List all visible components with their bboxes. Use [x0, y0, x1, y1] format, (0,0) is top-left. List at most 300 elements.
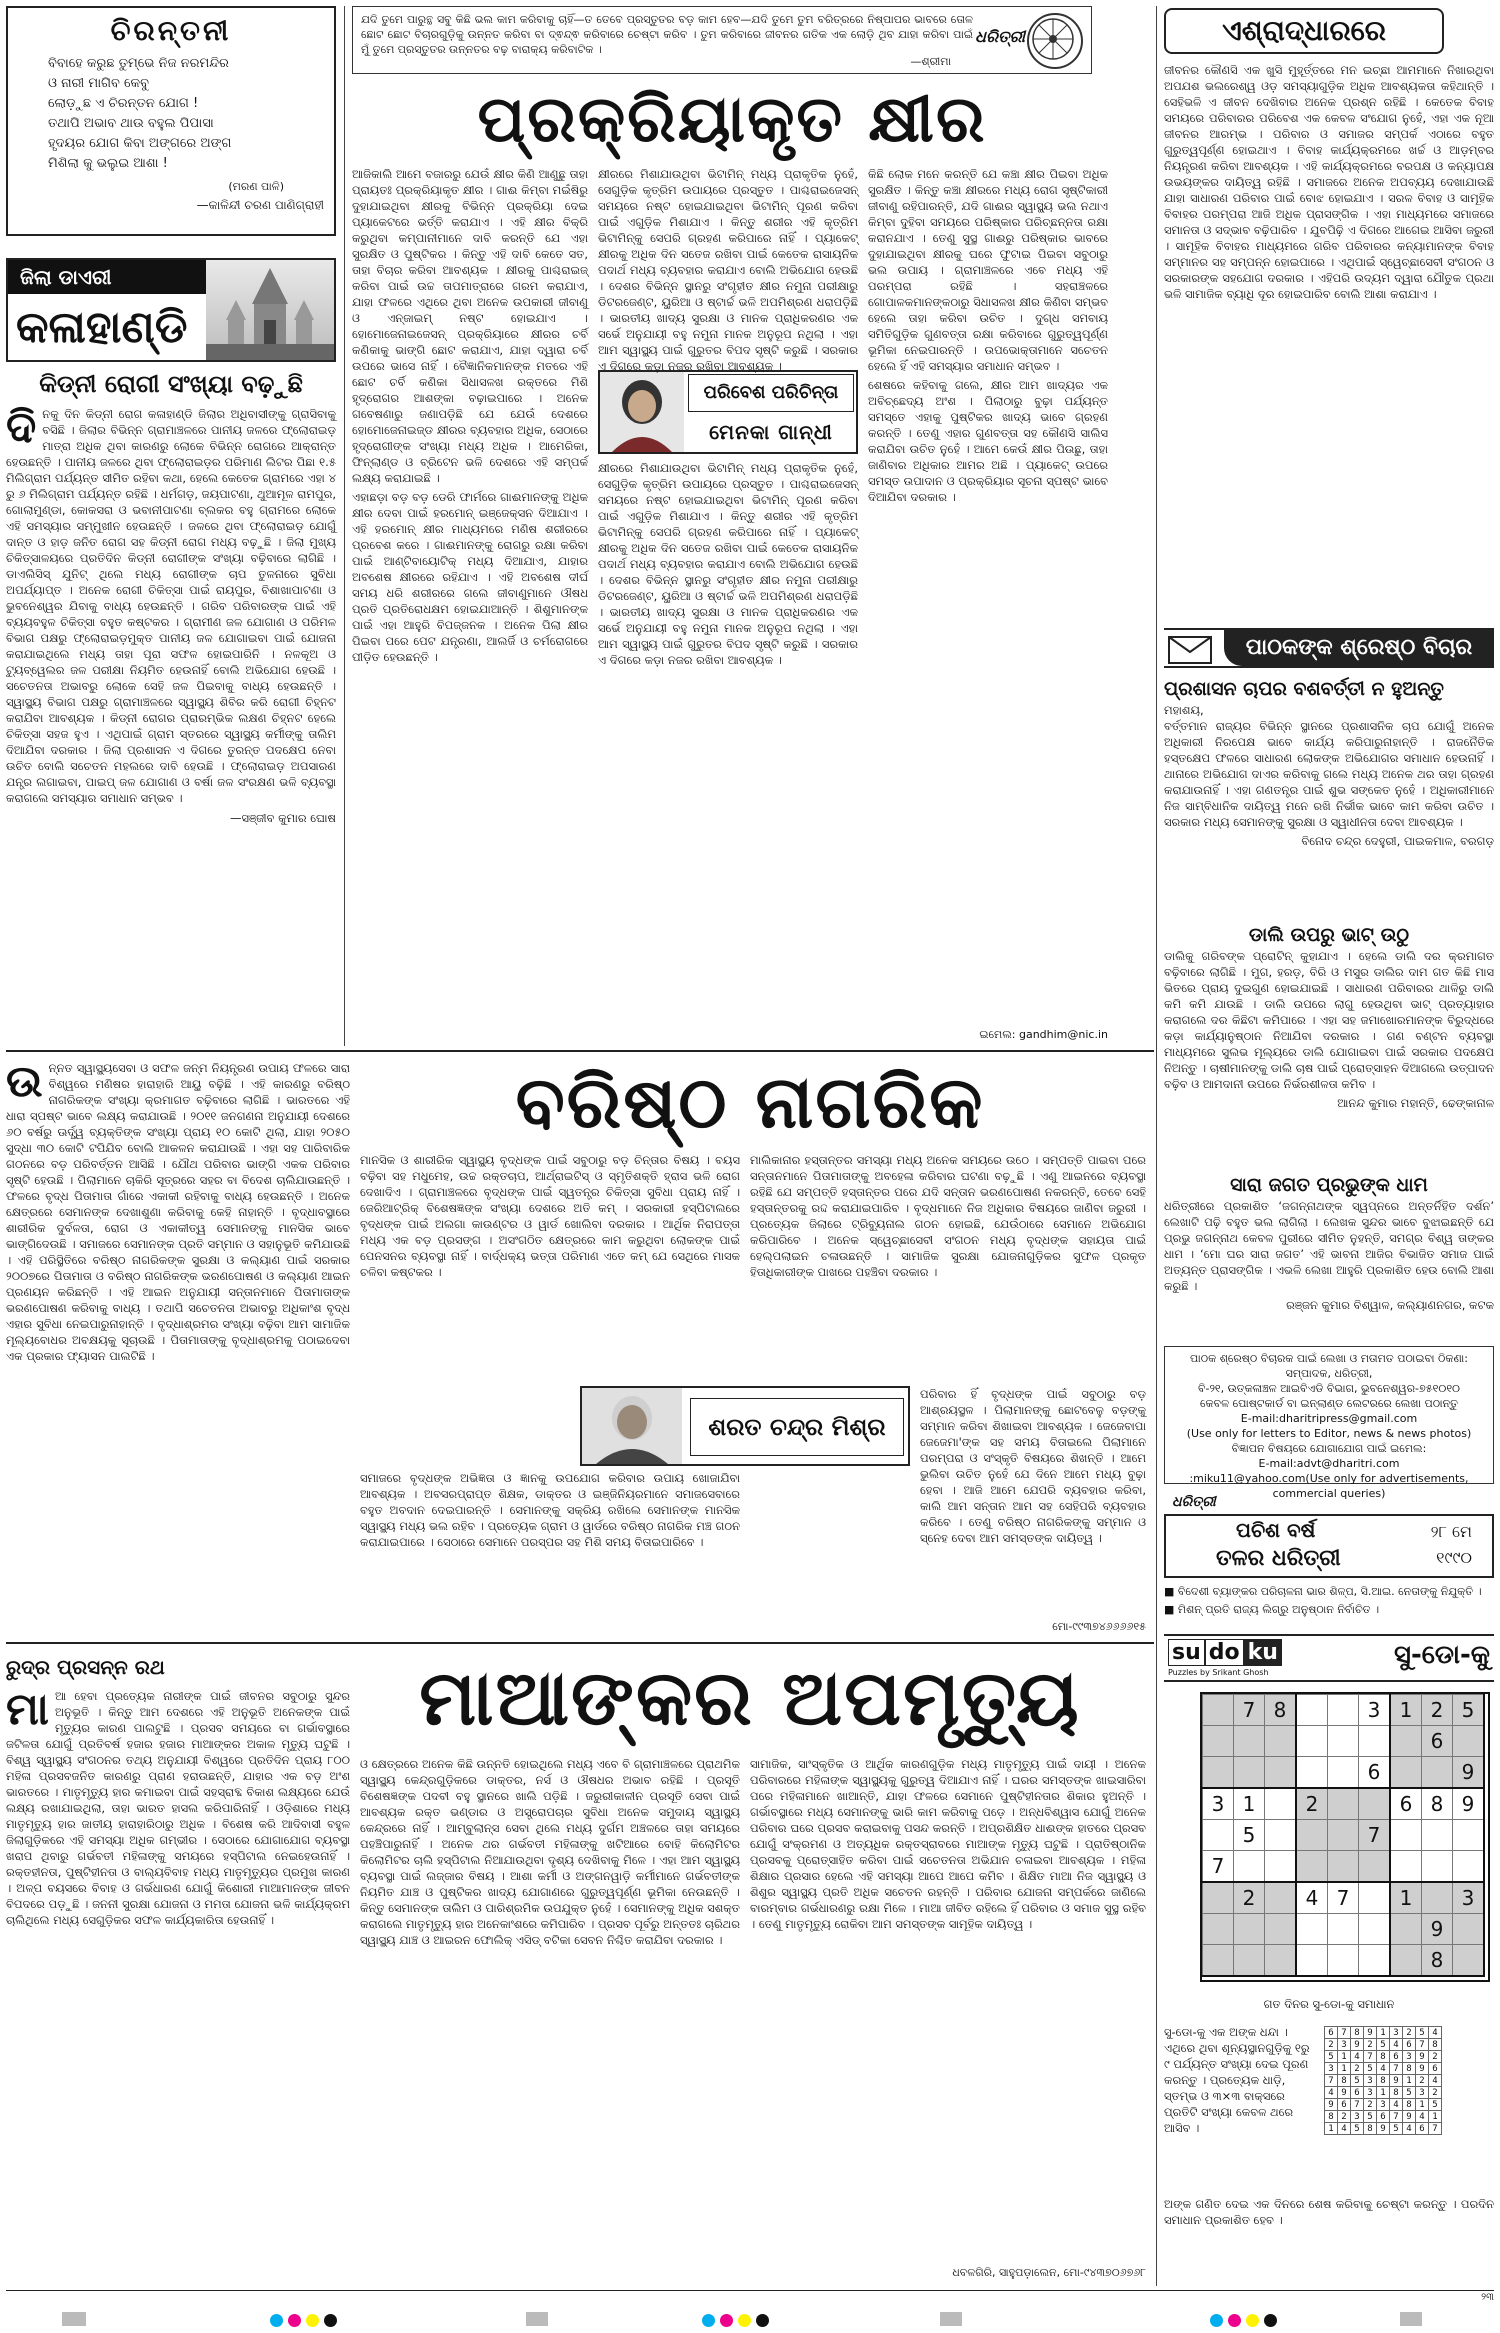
mothers-headline: ମାଆଙ୍କର ଅପମୃତ୍ୟୁ — [419, 1653, 1081, 1742]
solution-cell: 3 — [1338, 2039, 1351, 2051]
solution-cell: 1 — [1377, 2087, 1390, 2099]
letter-2 — [1164, 922, 1494, 1166]
letter-1 — [1164, 676, 1494, 916]
sudoku-cell[interactable]: 2 — [1234, 1882, 1265, 1914]
solution-cell: 4 — [1429, 2075, 1442, 2087]
main-col-2b-para: କ୍ଷୀରରେ ମିଶାଯାଉଥିବା ଭିଟାମିନ୍ ମଧ୍ୟ ପ୍ରାକୃତିକ ନୁହେଁ, ସେଗୁଡ଼ିକ କୃତ୍ରିମ ଉପାୟରେ ପ୍ରସ୍ତୁତ । ପାଶ୍ଚରାଇଜେସନ୍ ସମୟରେ ନଷ୍ଟ ହୋଇଯାଇଥିବା ଭିଟାମିନ୍ ପୂରଣ କରିବା ପାଇଁ ଏଗୁଡ଼ିକ ମିଶାଯାଏ । କିନ୍ତୁ ଶରୀର ଏହି କୃତ୍ରିମ ଭିଟାମିନ୍‌କୁ ସେପରି ଗ୍ରହଣ କରିପାରେ ନାହିଁ । ପ୍ୟାକେଟ୍ କ୍ଷୀରକୁ ଅଧିକ ଦିନ ସତେଜ ରଖିବା ପାଇଁ କେତେକ ରାସାୟନିକ ପଦାର୍ଥ ମଧ୍ୟ ବ୍ୟବହାର କରାଯାଏ ବୋଲି ଅଭିଯୋଗ ହେଉଛି । ଦେଶର ବିଭିନ୍ନ ସ୍ଥାନରୁ ସଂଗୃହୀତ କ୍ଷୀର ନମୁନା ପରୀକ୍ଷାରୁ ଡିଟରଜେଣ୍ଟ, ୟୁରିଆ ଓ ଷ୍ଟାର୍ଚ୍ଚ ଭଳି ଅପମିଶ୍ରଣ ଧରାପଡ଼ିଛି । ଭାରତୀୟ ଖାଦ୍ୟ ସୁରକ୍ଷା ଓ ମାନକ ପ୍ରାଧିକରଣର ଏକ ସର୍ଭେ ଅନୁଯାୟୀ ବହୁ ନମୁନା ମାନକ ଅନୁରୂପ ନଥିଲା । ଏହା ଆମ ସ୍ୱାସ୍ଥ୍ୟ ପାଇଁ ଗୁରୁତର ବିପଦ ସୃଷ୍ଟି କରୁଛି । ସରକାର ଏ ଦିଗରେ କଡ଼ା ନଜର ରଖିବା ଆବଶ୍ୟକ । — [598, 461, 858, 667]
mothers-col-1-text: ଆ ହେବା ପ୍ରତ୍ୟେକ ନାରୀଙ୍କ ପାଇଁ ଜୀବନର ସବୁଠାରୁ ସୁନ୍ଦର ଅନୁଭୂତି । କିନ୍ତୁ ଆମ ଦେଶରେ ଏହି ଅନୁଭୂତି ଅନେକଙ୍କ ପାଇଁ ମୃତ୍ୟୁର କାରଣ ପାଲଟୁଛି । ପ୍ରସବ ସମୟରେ ବା ଗର୍ଭାବସ୍ଥାରେ ଜଟିଳତା ଯୋଗୁଁ ପ୍ରତିବର୍ଷ ହଜାର ହଜାର ମାଆଙ୍କର ଅକାଳ ମୃତ୍ୟୁ ଘଟୁଛି । ବିଶ୍ୱ ସ୍ୱାସ୍ଥ୍ୟ ସଂଗଠନର ତଥ୍ୟ ଅନୁଯାୟୀ ବିଶ୍ୱରେ ପ୍ରତିଦିନ ପ୍ରାୟ ୮୦୦ ମହିଳା ପ୍ରସବଜନିତ କାରଣରୁ ପ୍ରାଣ ହରାଉଛନ୍ତି, ଯାହାର ଏକ ବଡ଼ ଅଂଶ ଭାରତରେ । ମାତୃମୃତ୍ୟୁ ହାର କମାଇବା ପାଇଁ ସହସ୍ରାବ୍ଦ ବିକାଶ ଲକ୍ଷ୍ୟରେ ଯେଉଁ ଲକ୍ଷ୍ୟ ରଖାଯାଇଥିଲା, ତାହା ଭାରତ ହାସଲ କରିପାରିନାହିଁ । ଓଡ଼ିଶାରେ ମଧ୍ୟ ମାତୃମୃତ୍ୟୁ ହାର ଜାତୀୟ ହାରାହାରିଠାରୁ ଅଧିକ । ବିଶେଷ କରି ଆଦିବାସୀ ବହୁଳ ଜିଲାଗୁଡ଼ିକରେ ଏହି ସମସ୍ୟା ଅଧିକ ଗମ୍ଭୀର । ସେଠାରେ ଯୋଗାଯୋଗ ବ୍ୟବସ୍ଥା ଖରାପ ଥିବାରୁ ଗର୍ଭବତୀ ମହିଳାଙ୍କୁ ସମୟରେ ହସ୍ପିଟାଲ ନେଇହେଉନାହିଁ । ରକ୍ତହୀନତା, ପୁଷ୍ଟିହୀନତା ଓ ବାଲ୍ୟବିବାହ ମଧ୍ୟ ମାତୃମୃତ୍ୟୁର ପ୍ରମୁଖ କାରଣ । ଅଳ୍ପ ବୟସରେ ବିବାହ ଓ ଗର୍ଭଧାରଣ ଯୋଗୁଁ କିଶୋରୀ ମାଆମାନଙ୍କ ଜୀବନ ବିପଦରେ ପଡ଼ୁଛି । ଜନନୀ ସୁରକ୍ଷା ଯୋଜନା ଓ ମମତା ଯୋଜନା ଭଳି କାର୍ଯ୍ୟକ୍ରମ ଚାଲିଥିଲେ ମଧ୍ୟ ସେଗୁଡ଼ିକର ସଫଳ କାର୍ଯ୍ୟକାରିତା ହେଉନାହିଁ । — [6, 1689, 350, 1927]
chirantani-poem — [18, 54, 324, 174]
main-col-3 — [868, 166, 1108, 1026]
anniversary-date2: ୧୯୯୦ — [1436, 1548, 1472, 1567]
solution-cell: 6 — [1351, 2087, 1364, 2099]
senior-author-photo — [582, 1388, 682, 1464]
solution-row — [1325, 2123, 1442, 2135]
mothers-byline-top: ରୁଦ୍ର ପ୍ରସନ୍ନ ରଥ — [6, 1655, 165, 1679]
senior-headline: ବରିଷ୍ଠ ନାଗରିକ — [515, 1060, 985, 1144]
sudoku-cell[interactable] — [1453, 1851, 1485, 1883]
mothers-col-2 — [360, 1756, 740, 2282]
sudoku-cell[interactable] — [1422, 1882, 1453, 1914]
columnist-photo — [600, 372, 684, 452]
contact-email[interactable]: E-mail:dharitripress@gmail.com — [1240, 1412, 1418, 1425]
sudoku-row — [1203, 1820, 1485, 1851]
anniversary-logo: ଧରିତ୍ରୀ — [1172, 1494, 1216, 1510]
solution-row — [1325, 2099, 1442, 2111]
sudoku-cell[interactable] — [1359, 1851, 1391, 1883]
sudoku-cell[interactable] — [1296, 1820, 1328, 1851]
sudoku-cell[interactable] — [1359, 1945, 1391, 1977]
district-text: ନକୁ ଦିନ କିଡ୍‌ନୀ ରୋଗ କଳାହାଣ୍ଡି ଜିଲାର ଅଧିବାସୀଙ୍କୁ ଗ୍ରାସିବାକୁ ବସିଛି । ଜିଲାର ବିଭିନ୍ନ ଗ୍ରାମାଞ୍ଚଳରେ ପାନୀୟ ଜଳରେ ଫ୍ଲୋରାଇଡ଼ ମାତ୍ରା ଅଧିକ ଥିବା କାରଣରୁ ଲୋକେ ବିଭିନ୍ନ ରୋଗରେ ଆକ୍ରାନ୍ତ ହେଉଛନ୍ତି । ପାନୀୟ ଜଳରେ ଥିବା ଫ୍ଲୋରାଇଡ଼ର ପରିମାଣ ଲିଟର ପିଛା ୧.୫ ମିଲିଗ୍ରାମ ପର୍ଯ୍ୟନ୍ତ ସୀମିତ ରହିବା କଥା, ହେଲେ କେତେକ ଗ୍ରାମରେ ଏହା ୪ ରୁ ୬ ମିଲିଗ୍ରାମ ପର୍ଯ୍ୟନ୍ତ ରହିଛି । ଧର୍ମଗଡ଼, ଜୟପାଟଣା, ଥୁଆମୂଳ ରାମପୁର, ଗୋଲାମୁଣ୍ଡା, କୋକସରା ଓ ଭବାନୀପାଟଣା ବ୍ଲକର ବହୁ ଗ୍ରାମରେ ଲୋକେ ଏହି ସମସ୍ୟାର ସମ୍ମୁଖୀନ ହେଉଛନ୍ତି । ଜଳରେ ଥିବା ଫ୍ଲୋରାଇଡ଼ ଯୋଗୁଁ ଦାନ୍ତ ଓ ହାଡ଼ ଜନିତ ରୋଗ ସହ କିଡ୍‌ନୀ ରୋଗ ମଧ୍ୟ ବଢ଼ୁଛି । ଜିଲା ମୁଖ୍ୟ ଚିକିତ୍ସାଳୟରେ ପ୍ରତିଦିନ କିଡ୍‌ନୀ ରୋଗୀଙ୍କ ସଂଖ୍ୟା ବଢ଼ିବାରେ ଲାଗିଛି । ଡାଏଲିସିସ୍ ଯୁନିଟ୍ ଥିଲେ ମଧ୍ୟ ରୋଗୀଙ୍କ ଚାପ ତୁଳନାରେ ସୁବିଧା ଅପର୍ଯ୍ୟାପ୍ତ । ଅନେକ ରୋଗୀ ଚିକିତ୍ସା ପାଇଁ ରାୟପୁର, ବିଶାଖାପାଟଣା ଓ ଭୁବନେଶ୍ୱର ଯିବାକୁ ବାଧ୍ୟ ହେଉଛନ୍ତି । ଗରିବ ପରିବାରଙ୍କ ପାଇଁ ଏହି ବ୍ୟୟବହୁଳ ଚିକିତ୍ସା ବହୁତ କଷ୍ଟକର । ଗ୍ରାମୀଣ ଜଳ ଯୋଗାଣ ଓ ପରିମଳ ବିଭାଗ ପକ୍ଷରୁ ଫ୍ଲୋରାଇଡ଼ମୁକ୍ତ ପାନୀୟ ଜଳ ଯୋଗାଇବା ପାଇଁ ଯୋଜନା କରାଯାଇଥିଲେ ମଧ୍ୟ ତାହା ପୂରା ସଫଳ ହୋଇପାରିନି । ନଳକୂଅ ଓ ଟ୍ୟୁବ୍‌ୱେଲର ଜଳ ପରୀକ୍ଷା ନିୟମିତ ହେଉନାହିଁ ବୋଲି ଅଭିଯୋଗ ହେଉଛି । ସଚେତନତା ଅଭାବରୁ ଲୋକେ ସେହି ଜଳ ପିଇବାକୁ ବାଧ୍ୟ ହେଉଛନ୍ତି । ସ୍ୱାସ୍ଥ୍ୟ ବିଭାଗ ପକ୍ଷରୁ ଗ୍ରାମାଞ୍ଚଳରେ ସ୍ୱାସ୍ଥ୍ୟ ଶିବିର କରି ରୋଗୀ ଚିହ୍ନଟ କରାଯିବା ଆବଶ୍ୟକ । କିଡ୍‌ନୀ ରୋଗର ପ୍ରାରମ୍ଭିକ ଲକ୍ଷଣ ଚିହ୍ନଟ ହେଲେ ଚିକିତ୍ସା ସହଜ ହୁଏ । ଏଥିପାଇଁ ଗ୍ରାମ ସ୍ତରରେ ସ୍ୱାସ୍ଥ୍ୟ କର୍ମୀଙ୍କୁ ତାଲିମ ଦିଆଯିବା ଦରକାର । ଜିଲା ପ୍ରଶାସନ ଏ ଦିଗରେ ତୁରନ୍ତ ପଦକ୍ଷେପ ନେବା ଉଚିତ ବୋଲି ସଚେତନ ମହଲରେ ଦାବି ହେଉଛି । ଫ୍ଲୋରାଇଡ଼ ଅପସାରଣ ଯନ୍ତ୍ର ଲଗାଇବା, ପାଇପ୍ ଜଳ ଯୋଗାଣ ଓ ବର୍ଷା ଜଳ ସଂରକ୍ଷଣ ଭଳି ବ୍ୟବସ୍ଥା କରାଗଲେ ସମସ୍ୟାର ସମାଧାନ ସମ୍ଭବ । — [6, 407, 336, 805]
sudoku-cell[interactable] — [1265, 1726, 1297, 1757]
sudoku-cell[interactable]: 6 — [1359, 1757, 1391, 1789]
letter-title: ପ୍ରଶାସନ ଚାପର ବଶବର୍ତ୍ତୀ ନ ହୁଅନ୍ତୁ — [1164, 678, 1444, 700]
masthead-logo: ଧରିତ୍ରୀ — [975, 27, 1025, 46]
divider — [1156, 6, 1157, 2286]
divider — [344, 6, 345, 1046]
poem-line: ତଥାପି ଅଭାବ ଥାଉ ବହୁଲ ପିପାସା — [48, 116, 214, 131]
solution-cell: 4 — [1377, 2063, 1390, 2075]
sudoku-cell[interactable]: 9 — [1422, 1914, 1453, 1945]
solution-cell: 7 — [1364, 2051, 1377, 2063]
sudoku-cell[interactable] — [1359, 1882, 1391, 1914]
sudoku-cell[interactable] — [1422, 1851, 1453, 1883]
sudoku-cell[interactable] — [1453, 1820, 1485, 1851]
solution-row — [1325, 2111, 1442, 2123]
anniversary-item: ■ ବିଦେଶୀ ବ୍ୟାଙ୍କର ପରିଚାଳନା ଭାର ଶିଳ୍ପ, ସି.ଆଇ. ନେତାଙ୍କୁ ନିଯୁକ୍ତି । — [1164, 1585, 1482, 1598]
sudoku-cell[interactable] — [1422, 1820, 1453, 1851]
solution-cell: 1 — [1338, 2063, 1351, 2075]
district-box — [6, 258, 336, 362]
letter-body: ଧରିତ୍ରୀରେ ପ୍ରକାଶିତ ‘ଜଗନ୍ନାଥଙ୍କ ସ୍ୱପ୍ନରେ ଅନ୍ତର୍ନିହିତ ଦର୍ଶନ’ ଲେଖାଟି ପଢ଼ି ବହୁତ ଭଲ ଲାଗିଲା । ଲେଖକ ସୁନ୍ଦର ଭାବେ ବୁଝାଇଛନ୍ତି ଯେ ପ୍ରଭୁ ଜଗନ୍ନାଥ କେବଳ ପୁରୀରେ ସୀମିତ ନୁହନ୍ତି, ସମଗ୍ର ବିଶ୍ୱ ତାଙ୍କର ଧାମ । ‘ମୋ ଘର ସାରା ଜଗତ’ ଏହି ଭାବନା ଆଜିର ବିଭାଜିତ ସମାଜ ପାଇଁ ଅତ୍ୟନ୍ତ ପ୍ରାସଙ୍ଗିକ । ଏଭଳି ଲେଖା ଆହୁରି ପ୍ରକାଶିତ ହେଉ ବୋଲି ଆଶା କରୁଛି । — [1164, 1199, 1494, 1293]
main-col-3-para: କିଛି ଲୋକ ମନେ କରନ୍ତି ଯେ କଞ୍ଚା କ୍ଷୀର ପିଇବା ଅଧିକ ସୁରକ୍ଷିତ । କିନ୍ତୁ କଞ୍ଚା କ୍ଷୀରରେ ମଧ୍ୟ ରୋଗ ସୃଷ୍ଟିକାରୀ ଜୀବାଣୁ ରହିପାରନ୍ତି, ଯଦି ଗାଈର ସ୍ୱାସ୍ଥ୍ୟ ଭଲ ନଥାଏ କିମ୍ବା ଦୁହିବା ସମୟରେ ପରିଷ୍କାର ପରିଚ୍ଛନ୍ନତା ରକ୍ଷା କରାନଯାଏ । ତେଣୁ ସୁସ୍ଥ ଗାଈରୁ ପରିଷ୍କାର ଭାବରେ ଦୁହାଯାଇଥିବା କ୍ଷୀରକୁ ଘରେ ଫୁଟାଇ ପିଇବା ସବୁଠାରୁ ଭଲ ଉପାୟ । ଗ୍ରାମାଞ୍ଚଳରେ ଏବେ ମଧ୍ୟ ଏହି ପରମ୍ପରା ରହିଛି । ସହରାଞ୍ଚଳରେ ଗୋପାଳକମାନଙ୍କଠାରୁ ସିଧାସଳଖ କ୍ଷୀର କିଣିବା ସମ୍ଭବ ହେଲେ ତାହା କରିବା ଉଚିତ । ଦୁଗ୍ଧ ସମବାୟ ସମିତିଗୁଡ଼ିକ ଗୁଣବତ୍ତା ରକ୍ଷା କରିବାରେ ଗୁରୁତ୍ୱପୂର୍ଣ୍ଣ ଭୂମିକା ନେଇପାରନ୍ତି । ଉପଭୋକ୍ତାମାନେ ସଚେତନ ହେଲେ ହିଁ ଏହି ସମସ୍ୟାର ସମାଧାନ ସମ୍ଭବ । — [868, 167, 1108, 373]
solution-cell: 8 — [1325, 2111, 1338, 2123]
anniversary-item: ■ ମିଶନ୍ ପ୍ରତି ରାଜ୍ୟ ଲିଗ୍‌ରୁ ଅନୁଷ୍ଠାନ ନିର୍ବାଚିତ । — [1164, 1603, 1380, 1616]
poem-line: ମିଶିଲା କୁ ଭଲୁଇ ଆଶା ! — [48, 156, 168, 171]
contact-box — [1164, 1346, 1494, 1500]
sudoku-cell[interactable] — [1328, 1851, 1359, 1883]
sudoku-cell[interactable] — [1234, 1945, 1265, 1977]
letter-author: ରଞ୍ଜନ କୁମାର ବିଶ୍ୱାଳ, କଲ୍ୟାଣନଗର, କଟକ — [1286, 1298, 1494, 1312]
envelope-icon — [1168, 636, 1212, 668]
solution-cell: 9 — [1351, 2039, 1364, 2051]
cmyk-dots — [270, 2312, 350, 2326]
sudoku-cell[interactable]: 3 — [1453, 1882, 1485, 1914]
dropcap: ଦି — [6, 402, 37, 453]
letter-author: ଆନନ୍ଦ କୁମାର ମହାନ୍ତି, ଢେଙ୍କାନାଳ — [1337, 1096, 1494, 1110]
sudoku-cell[interactable] — [1359, 1788, 1391, 1820]
solution-cell: 7 — [1325, 2075, 1338, 2087]
sudoku-cell[interactable]: 7 — [1203, 1851, 1234, 1883]
solution-cell: 9 — [1390, 2075, 1403, 2087]
chirantani-source: (ମରଣ ପାଳି) — [228, 180, 284, 193]
solution-cell: 8 — [1338, 2075, 1351, 2087]
sudoku-cell[interactable] — [1453, 1914, 1485, 1945]
sudoku-cell[interactable] — [1328, 1945, 1359, 1977]
sudoku-cell[interactable] — [1296, 1695, 1328, 1726]
solution-cell: 4 — [1325, 2087, 1338, 2099]
solution-cell: 6 — [1403, 2039, 1416, 2051]
solution-cell: 4 — [1338, 2123, 1351, 2135]
sudoku-cell[interactable]: 2 — [1296, 1788, 1328, 1820]
sudoku-row — [1203, 1788, 1485, 1820]
main-col-1 — [352, 166, 588, 1044]
contact-line: ବି-୨୧, ଉତ୍କଳାଞ୍ଚଳ ଆଇବିଏଡି ବିଭାଗ, ଭୁବନେଶ୍ୱର-୭୫୧୦୧୦ — [1197, 1382, 1461, 1395]
solution-cell: 4 — [1429, 2027, 1442, 2039]
anniversary-frame — [1164, 1514, 1494, 1578]
column-author: ମେନକା ଗାନ୍ଧୀ — [709, 420, 833, 444]
divider — [6, 1642, 1154, 1644]
district-body — [6, 402, 336, 1046]
letter-3 — [1164, 1172, 1494, 1340]
sudoku-logo-part: su — [1168, 1639, 1205, 1666]
column-name: ପରିବେଶ ପରିଚିନ୍ତା — [688, 374, 854, 412]
letter-body: ଡାଲିକୁ ଗରିବଙ୍କ ପ୍ରୋଟିନ୍ କୁହାଯାଏ । ହେଲେ ଡାଲି ଦର କ୍ରମାଗତ ବଢ଼ିବାରେ ଲାଗିଛି । ମୁଗ, ହରଡ଼, ବିରି ଓ ମସୁର ଡାଲିର ଦାମ ଗତ କିଛି ମାସ ଭିତରେ ପ୍ରାୟ ଦୁଇଗୁଣ ହୋଇଯାଇଛି । ସାଧାରଣ ପରିବାରର ଥାଳିରୁ ଡାଲି କମି କମି ଯାଉଛି । ଡାଲି ଉପରେ ଲାଗୁ ହେଉଥିବା ଭାଟ୍ ପ୍ରତ୍ୟାହାର କରାଗଲେ ଦର କିଛିଟା କମିପାରେ । ଏହା ସହ ଜମାଖୋରମାନଙ୍କ ବିରୁଦ୍ଧରେ କଡ଼ା କାର୍ଯ୍ୟାନୁଷ୍ଠାନ ନିଆଯିବା ଦରକାର । ଗଣ ବଣ୍ଟନ ବ୍ୟବସ୍ଥା ମାଧ୍ୟମରେ ସୁଲଭ ମୂଲ୍ୟରେ ଡାଲି ଯୋଗାଇବା ପାଇଁ ସରକାର ପଦକ୍ଷେପ ନିଅନ୍ତୁ । ଚାଷୀମାନଙ୍କୁ ଡାଲି ଚାଷ ପାଇଁ ପ୍ରୋତ୍ସାହନ ଦିଆଗଲେ ଉତ୍ପାଦନ ବଢ଼ିବ ଓ ଆମଦାନୀ ଉପରେ ନିର୍ଭରଶୀଳତା କମିବ । — [1164, 949, 1494, 1091]
solution-cell: 8 — [1364, 2123, 1377, 2135]
solution-cell: 1 — [1377, 2027, 1390, 2039]
district-label: ଜିଲା ଡାଏରୀ — [8, 260, 208, 294]
solution-cell: 5 — [1364, 2111, 1377, 2123]
solution-cell: 7 — [1390, 2111, 1403, 2123]
solution-cell: 8 — [1390, 2087, 1403, 2099]
sudoku-cell[interactable] — [1359, 1914, 1391, 1945]
sudoku-cell[interactable] — [1328, 1788, 1359, 1820]
solution-cell: 3 — [1351, 2111, 1364, 2123]
portrait-icon — [582, 1388, 682, 1464]
solution-cell: 7 — [1429, 2123, 1442, 2135]
sudoku-cell[interactable] — [1265, 1882, 1297, 1914]
sudoku-cell[interactable] — [1234, 1757, 1265, 1789]
sudoku-cell[interactable] — [1390, 1820, 1422, 1851]
sudoku-cell[interactable] — [1296, 1945, 1328, 1977]
district-byline: —ସଞ୍ଜୀବ କୁମାର ଘୋଷ — [229, 811, 336, 825]
divider — [6, 1050, 1154, 1052]
gray-bar — [940, 2312, 962, 2326]
contact-email[interactable]: E-mail:advt@dharitri.com — [1258, 1457, 1400, 1470]
solution-cell: 7 — [1338, 2027, 1351, 2039]
solution-cell: 6 — [1338, 2099, 1351, 2111]
portrait-icon — [600, 372, 684, 452]
senior-col-2-para: ମାନସିକ ଓ ଶାରୀରିକ ସ୍ୱାସ୍ଥ୍ୟ ବୃଦ୍ଧଙ୍କ ପାଇଁ ସବୁଠାରୁ ବଡ଼ ଚିନ୍ତାର ବିଷୟ । ବୟସ ବଢ଼ିବା ସହ ମଧୁମେହ, ଉଚ୍ଚ ରକ୍ତଚାପ, ଆର୍ଥ୍ରାଇଟିସ୍ ଓ ସ୍ମୃତିଶକ୍ତି ହ୍ରାସ ଭଳି ରୋଗ ଦେଖାଦିଏ । ଗ୍ରାମାଞ୍ଚଳରେ ବୃଦ୍ଧଙ୍କ ପାଇଁ ସ୍ୱତନ୍ତ୍ର ଚିକିତ୍ସା ସୁବିଧା ପ୍ରାୟ ନାହିଁ । ଜେରିଆଟ୍ରିକ୍ ବିଶେଷଜ୍ଞଙ୍କ ସଂଖ୍ୟା ଦେଶରେ ଅତି କମ୍ । ସରକାରୀ ହସ୍ପିଟାଲରେ ବୃଦ୍ଧଙ୍କ ପାଇଁ ଅଲଗା କାଉଣ୍ଟର ଓ ୱାର୍ଡ ଖୋଲିବା ଦରକାର । ଆର୍ଥିକ ନିରାପତ୍ତା ମଧ୍ୟ ଏକ ବଡ଼ ପ୍ରସଙ୍ଗ । ଅସଂଗଠିତ କ୍ଷେତ୍ରରେ କାମ କରୁଥିବା ଲୋକଙ୍କ ପାଇଁ ପେନସନର ବ୍ୟବସ୍ଥା ନାହିଁ । ବାର୍ଦ୍ଧକ୍ୟ ଭତ୍ତା ପରିମାଣ ଏତେ କମ୍ ଯେ ସେଥିରେ ମାସକ ଚଳିବା କଷ୍ଟକର । — [360, 1153, 740, 1279]
solution-cell: 8 — [1429, 2039, 1442, 2051]
senior-author-box — [580, 1386, 910, 1466]
eshraddhaa-body — [1164, 62, 1494, 622]
sudoku-cell[interactable]: 8 — [1422, 1788, 1453, 1820]
sudoku-cell[interactable]: 4 — [1296, 1882, 1328, 1914]
senior-col-3-para: ମାଲିକାନାର ହସ୍ତାନ୍ତର ସମସ୍ୟା ମଧ୍ୟ ଅନେକ ସମୟରେ ଉଠେ । ସମ୍ପତ୍ତି ପାଇବା ପରେ ସନ୍ତାନମାନେ ପିତାମାତାଙ୍କୁ ଅବହେଳା କରିବାର ଘଟଣା ବଢ଼ୁଛି । ଏଣୁ ଆଇନରେ ବ୍ୟବସ୍ଥା ରହିଛି ଯେ ସମ୍ପତ୍ତି ହସ୍ତାନ୍ତର ପରେ ଯଦି ସନ୍ତାନ ଭରଣପୋଷଣ ନକରନ୍ତି, ତେବେ ସେହି ହସ୍ତାନ୍ତରକୁ ରଦ୍ଦ କରାଯାଇପାରିବ । ବୃଦ୍ଧମାନେ ନିଜ ଅଧିକାର ବିଷୟରେ ଜାଣିବା ଜରୁରୀ । ପ୍ରତ୍ୟେକ ଜିଲାରେ ଟ୍ରିବ୍ୟୁନାଲ ଗଠନ ହୋଇଛି, ଯେଉଁଠାରେ ସେମାନେ ଅଭିଯୋଗ କରିପାରିବେ । ଅନେକ ସ୍ୱେଚ୍ଛାସେବୀ ସଂଗଠନ ମଧ୍ୟ ବୃଦ୍ଧଙ୍କ ସହାୟତା ପାଇଁ ହେଲ୍ପଲାଇନ ଚଳାଉଛନ୍ତି । ସାମାଜିକ ସୁରକ୍ଷା ଯୋଜନାଗୁଡ଼ିକର ସୁଫଳ ପ୍ରକୃତ ହିତାଧିକାରୀଙ୍କ ପାଖରେ ପହଞ୍ଚିବା ଦରକାର । — [750, 1153, 1146, 1279]
contact-note: (Use only for letters to Editor, news & news photos) — [1186, 1427, 1472, 1440]
sudoku-cell[interactable] — [1328, 1914, 1359, 1945]
solution-cell: 3 — [1403, 2051, 1416, 2063]
sudoku-cell[interactable] — [1296, 1757, 1328, 1789]
senior-col-2 — [360, 1152, 740, 1382]
mothers-col-3 — [750, 1756, 1146, 2264]
solution-cell: 6 — [1416, 2123, 1429, 2135]
sudoku-cell[interactable]: 7 — [1328, 1882, 1359, 1914]
sudoku-cell[interactable] — [1390, 1851, 1422, 1883]
main-col-3b-para: ଶେଷରେ କହିବାକୁ ଗଲେ, କ୍ଷୀର ଆମ ଖାଦ୍ୟର ଏକ ଅବିଚ୍ଛେଦ୍ୟ ଅଂଶ । ପିଲାଠାରୁ ବୁଢ଼ା ପର୍ଯ୍ୟନ୍ତ ସମସ୍ତେ ଏହାକୁ ପୁଷ୍ଟିକର ଖାଦ୍ୟ ଭାବେ ଗ୍ରହଣ କରନ୍ତି । ତେଣୁ ଏହାର ଗୁଣବତ୍ତା ସହ କୌଣସି ସାଲିସ କରାଯିବା ଉଚିତ ନୁହେଁ । ଆମେ କେଉଁ କ୍ଷୀର ପିଉଛୁ, ତାହା ଜାଣିବାର ଅଧିକାର ଆମର ଅଛି । ପ୍ୟାକେଟ୍ ଉପରେ ସମସ୍ତ ଉପାଦାନ ଓ ପ୍ରକ୍ରିୟାର ସୂଚନା ସ୍ପଷ୍ଟ ଭାବେ ଦିଆଯିବା ଦରକାର । — [868, 378, 1108, 504]
sudoku-cell[interactable] — [1390, 1757, 1422, 1789]
sudoku-cell[interactable]: 1 — [1234, 1788, 1265, 1820]
eshraddhaa-title: ଏଶ୍ରାଦ୍ଧାରରେ — [1164, 8, 1444, 54]
contact-line: ସମ୍ପାଦକ, ଧରିତ୍ରୀ, — [1285, 1367, 1373, 1380]
solution-cell: 6 — [1390, 2051, 1403, 2063]
registration-marks — [0, 2312, 1500, 2332]
solution-cell: 4 — [1351, 2051, 1364, 2063]
page-number: ୨୩ — [1481, 2292, 1494, 2303]
solution-cell: 9 — [1325, 2099, 1338, 2111]
solution-cell: 2 — [1403, 2027, 1416, 2039]
senior-col-1-text: ନ୍ନତ ସ୍ୱାସ୍ଥ୍ୟସେବା ଓ ସଫଳ ଜନ୍ମ ନିୟନ୍ତ୍ରଣ ଉପାୟ ଫଳରେ ସାରା ବିଶ୍ୱରେ ମଣିଷର ହାରାହାରି ଆୟୁ ବଢ଼ିଛି । ଏହି କାରଣରୁ ବରିଷ୍ଠ ନାଗରିକଙ୍କ ସଂଖ୍ୟା କ୍ରମାଗତ ବଢ଼ିବାରେ ଲାଗିଛି । ଭାରତରେ ଏହି ଧାରା ସ୍ପଷ୍ଟ ଭାବେ ଲକ୍ଷ୍ୟ କରାଯାଉଛି । ୨୦୧୧ ଜନଗଣନା ଅନୁଯାୟୀ ଦେଶରେ ୬୦ ବର୍ଷରୁ ଊର୍ଦ୍ଧ୍ୱ ବ୍ୟକ୍ତିଙ୍କ ସଂଖ୍ୟା ପ୍ରାୟ ୧୦ କୋଟି ଥିଲା, ଯାହା ୨୦୫୦ ସୁଦ୍ଧା ୩୦ କୋଟି ଟପିଯିବ ବୋଲି ଆକଳନ କରାଯାଉଛି । ଏହା ସହ ପାରିବାରିକ ଗଠନରେ ବଡ଼ ପରିବର୍ତ୍ତନ ଆସିଛି । ଯୌଥ ପରିବାର ଭାଙ୍ଗି ଏକକ ପରିବାର ସୃଷ୍ଟି ହେଉଛି । ପିଲାମାନେ ଚାକିରି ସୂତ୍ରରେ ସହର ବା ବିଦେଶ ଚାଲିଯାଉଛନ୍ତି । ଫଳରେ ବୃଦ୍ଧ ପିତାମାତା ଗାଁରେ ଏକାକୀ ରହିବାକୁ ବାଧ୍ୟ ହେଉଛନ୍ତି । ଅନେକ କ୍ଷେତ୍ରରେ ସେମାନଙ୍କ ଦେଖାଶୁଣା କରିବାକୁ କେହି ନାହାନ୍ତି । ବୃଦ୍ଧାବସ୍ଥାରେ ଶାରୀରିକ ଦୁର୍ବଳତା, ରୋଗ ଓ ଏକାକୀତ୍ୱ ସେମାନଙ୍କୁ ମାନସିକ ଭାବେ ଭାଙ୍ଗିଦେଉଛି । ସମାଜରେ ସେମାନଙ୍କ ପ୍ରତି ସମ୍ମାନ ଓ ସହାନୁଭୂତି କମିଯାଉଛି । ଏହି ପରିସ୍ଥିତିରେ ବରିଷ୍ଠ ନାଗରିକଙ୍କ ସୁରକ୍ଷା ଓ କଲ୍ୟାଣ ପାଇଁ ସରକାର ୨୦୦୭ରେ ପିତାମାତା ଓ ବରିଷ୍ଠ ନାଗରିକଙ୍କ ଭରଣପୋଷଣ ଓ କଲ୍ୟାଣ ଆଇନ ପ୍ରଣୟନ କରିଛନ୍ତି । ଏହି ଆଇନ ଅନୁଯାୟୀ ସନ୍ତାନମାନେ ପିତାମାତାଙ୍କ ଭରଣପୋଷଣ କରିବାକୁ ବାଧ୍ୟ । ତଥାପି ସଚେତନତା ଅଭାବରୁ ଅଧିକାଂଶ ବୃଦ୍ଧ ଏହାର ସୁବିଧା ନେଇପାରୁନାହାନ୍ତି । ବୃଦ୍ଧାଶ୍ରମର ସଂଖ୍ୟା ବଢ଼ିବା ଆମ ସାମାଜିକ ମୂଲ୍ୟବୋଧର ଅବକ୍ଷୟକୁ ସୂଚାଉଛି । ପିତାମାତାଙ୍କୁ ବୃଦ୍ଧାଶ୍ରମକୁ ପଠାଇଦେବା ଏକ ପ୍ରକାର ଫ୍ୟାସନ ପାଲଟିଛି । — [6, 1061, 350, 1363]
sudoku-cell[interactable]: 5 — [1453, 1695, 1485, 1726]
sudoku-cell[interactable]: 7 — [1359, 1820, 1391, 1851]
sudoku-cell[interactable] — [1390, 1914, 1422, 1945]
solution-cell: 3 — [1390, 2027, 1403, 2039]
poem-line: ହୃଦୟର ଯୋଗ କିବା ଅଙ୍ଗରେ ଅଙ୍ଗ — [48, 136, 232, 151]
top-quote-text: ଯଦି ତୁମେ ପାରୁନ୍ଥ ସବୁ କିଛି ଭଲ କାମ କରିବାକୁ ଚାହିଁ—ତ ତେବେ ପ୍ରସ୍ତୁତର ବଡ଼ କାମ ହେବ—ଯଦି ତୁମେ ତୁମ ବରିତ୍ରରେ ନିଷ୍ପାପର ଭାବରେ ତୋଳ ଛୋଟ ଛୋଟ ବିଚାରଗୁଡ଼ିକୁ ଉନ୍ନତ କରିବା ବା ଦ୍ଵନ୍ଦ୍ଵ କରିବାରେ ଚେଷ୍ଟା କରିବ । ତୁମ କରିବାରେ ଜୀବନର ଗତିକ ଏକ ଲୋଡ଼ି ଥିବ ଯାହା କରିବା ପାଇଁ ମୁଁ ତୁମେ ପ୍ରସ୍ତୁତର ଉନ୍ନତର ବଢ଼ ବାରାକ୍ୟ କରିବାଟିକ । — [361, 13, 974, 56]
sudoku-cell[interactable] — [1234, 1726, 1265, 1757]
sudoku-cell[interactable] — [1453, 1726, 1485, 1757]
solution-cell: 5 — [1377, 2039, 1390, 2051]
solution-cell: 7 — [1351, 2099, 1364, 2111]
anniversary-box — [1164, 1494, 1494, 1626]
temple-photo — [206, 260, 334, 360]
sudoku-cell[interactable]: 2 — [1422, 1695, 1453, 1726]
sudoku-cell[interactable] — [1203, 1914, 1234, 1945]
sudoku-solution-wrap — [1324, 2026, 1492, 2136]
sudoku-row — [1203, 1757, 1485, 1789]
chirantani-title: ଚିରନ୍ତନୀ — [110, 14, 232, 47]
letter-body: ବର୍ତ୍ତମାନ ରାଜ୍ୟର ବିଭିନ୍ନ ସ୍ଥାନରେ ପ୍ରଶାସନିକ ଚାପ ଯୋଗୁଁ ଅନେକ ଅଧିକାରୀ ନିରପେକ୍ଷ ଭାବେ କାର୍ଯ୍ୟ କରିପାରୁନାହାନ୍ତି । ରାଜନୈତିକ ହସ୍ତକ୍ଷେପ ଫଳରେ ସାଧାରଣ ଲୋକଙ୍କ ଅଭିଯୋଗର ସମାଧାନ ହେଉନାହିଁ । ଥାନାରେ ଅଭିଯୋଗ ଦାଏର କରିବାକୁ ଗଲେ ମଧ୍ୟ ଅନେକ ଥର ତାହା ଗ୍ରହଣ କରାଯାଉନାହିଁ । ଏହା ଗଣତନ୍ତ୍ର ପାଇଁ ଶୁଭ ସଙ୍କେତ ନୁହେଁ । ଅଧିକାରୀମାନେ ନିଜ ସାମ୍ବିଧାନିକ ଦାୟିତ୍ୱ ମନେ ରଖି ନିର୍ଭୀକ ଭାବେ କାମ କରିବା ଉଚିତ । ସରକାର ମଧ୍ୟ ସେମାନଙ୍କୁ ସୁରକ୍ଷା ଓ ସ୍ୱାଧୀନତା ଦେବା ଆବଶ୍ୟକ । — [1164, 719, 1494, 829]
sudoku-cell[interactable] — [1265, 1914, 1297, 1945]
sudoku-cell[interactable]: 9 — [1453, 1788, 1485, 1820]
solution-cell: 8 — [1403, 2099, 1416, 2111]
solution-cell: 5 — [1364, 2063, 1377, 2075]
solution-cell: 1 — [1338, 2051, 1351, 2063]
sudoku-cell[interactable]: 1 — [1390, 1882, 1422, 1914]
sudoku-solution-note: ଗତ ଦିନର ସୁ-ଡୋ-କୁ ସମାଧାନ — [1263, 1997, 1395, 2011]
solution-cell: 2 — [1338, 2111, 1351, 2123]
solution-row — [1325, 2063, 1442, 2075]
sudoku-cell[interactable] — [1203, 1820, 1234, 1851]
solution-cell: 2 — [1325, 2039, 1338, 2051]
solution-cell: 7 — [1416, 2039, 1429, 2051]
solution-cell: 9 — [1338, 2087, 1351, 2099]
poem-line: ଲୋଡ଼ୁଛ ଏ ଚିରନ୍ତନ ଯୋଗ ! — [48, 96, 199, 111]
mothers-author-end: ଧବଳଗିରି, ସାହୁପଡ଼ାଲେନ, ମୋ-୯୪୩୭୦୬୭୬୮ — [952, 2266, 1146, 2279]
senior-author-name: ଶରତ ଚନ୍ଦ୍ର ମିଶ୍ର — [690, 1398, 904, 1456]
solution-cell: 2 — [1364, 2099, 1377, 2111]
top-quote-author: —ଶ୍ରୀମା — [910, 55, 951, 68]
sudoku-cell[interactable] — [1203, 1757, 1234, 1789]
poem-line: ବିବାହେ କରୁଛ ତୁମ୍ଭେ ନିଜ ନରମନ୍ଦିର — [48, 56, 229, 71]
solution-cell: 3 — [1364, 2075, 1377, 2087]
sudoku-row — [1203, 1882, 1485, 1914]
sudoku-cell[interactable] — [1390, 1726, 1422, 1757]
gray-bar — [526, 2312, 548, 2326]
gray-bar — [1400, 2312, 1422, 2326]
sudoku-rules: ସୁ-ଡୋ-କୁ ଏକ ଅଙ୍କ ଧନ୍ଦା । ଏଥିରେ ଥିବା ଶୂନ୍ୟସ୍ଥାନଗୁଡ଼ିକୁ ୧ରୁ ୯ ପର୍ଯ୍ୟନ୍ତ ସଂଖ୍ୟା ଦେଇ ପୂରଣ କରନ୍ତୁ । ପ୍ରତ୍ୟେକ ଧାଡ଼ି, ସ୍ତମ୍ଭ ଓ ୩×୩ ବାକ୍ସରେ ପ୍ରତିଟି ସଂଖ୍ୟା କେବଳ ଥରେ ଆସିବ । — [1164, 2025, 1310, 2135]
sudoku-cell[interactable] — [1296, 1851, 1328, 1883]
letters-title: ପାଠକଙ୍କ ଶ୍ରେଷ୍ଠ ବିଚାର — [1224, 630, 1494, 666]
main-col-2b — [598, 460, 858, 1044]
sudoku-cell[interactable]: 7 — [1234, 1695, 1265, 1726]
sudoku-solution — [1324, 2026, 1442, 2135]
sudoku-cell[interactable] — [1265, 1851, 1297, 1883]
sudoku-title: ସୁ-ଡୋ-କୁ — [1394, 1640, 1490, 1670]
solution-row — [1325, 2087, 1442, 2099]
dropcap: ମା — [6, 1684, 49, 1735]
sudoku-cell[interactable] — [1265, 1820, 1297, 1851]
chirantani-author: —କାଳିନ୍ଦୀ ଚରଣ ପାଣିଗ୍ରାହୀ — [196, 198, 324, 212]
sudoku-cell[interactable] — [1328, 1820, 1359, 1851]
sudoku-cell[interactable]: 3 — [1203, 1788, 1234, 1820]
solution-cell: 1 — [1429, 2111, 1442, 2123]
sudoku-row — [1203, 1945, 1485, 1977]
solution-cell: 1 — [1325, 2123, 1338, 2135]
solution-cell: 5 — [1416, 2027, 1429, 2039]
solution-row — [1325, 2027, 1442, 2039]
chirantani-box — [6, 6, 336, 236]
district-headline: କିଡ୍‌ନୀ ରୋଗୀ ସଂଖ୍ୟା ବଢ଼ୁଛି — [39, 370, 303, 398]
solution-cell: 8 — [1403, 2063, 1416, 2075]
solution-cell: 5 — [1351, 2123, 1364, 2135]
senior-col-3b — [920, 1386, 1146, 1618]
sudoku-cell[interactable] — [1328, 1695, 1359, 1726]
sudoku-cell[interactable] — [1265, 1788, 1297, 1820]
solution-cell: 5 — [1403, 2087, 1416, 2099]
solution-cell: 3 — [1416, 2087, 1429, 2099]
sudoku-logo-part: ku — [1244, 1639, 1282, 1666]
sudoku-cell[interactable] — [1203, 1726, 1234, 1757]
letter-author: ବିନୋଦ ଚନ୍ଦ୍ର ଦେହୁରୀ, ପାଇକମାଳ, ବରଗଡ଼ — [1301, 834, 1494, 848]
mothers-col-2-para: ଓ କ୍ଷେତ୍ରରେ ଅନେକ କିଛି ଉନ୍ନତି ହୋଇଥିଲେ ମଧ୍ୟ ଏବେ ବି ଗ୍ରାମାଞ୍ଚଳରେ ପ୍ରାଥମିକ ସ୍ୱାସ୍ଥ୍ୟ କେନ୍ଦ୍ରଗୁଡ଼ିକରେ ଡାକ୍ତର, ନର୍ସ ଓ ଔଷଧର ଅଭାବ ରହିଛି । ପ୍ରସୂତି ବିଶେଷଜ୍ଞଙ୍କ ପଦବୀ ବହୁ ସ୍ଥାନରେ ଖାଲି ପଡ଼ିଛି । ଜରୁରୀକାଳୀନ ପ୍ରସୂତି ସେବା ପାଇଁ ଆବଶ୍ୟକ ରକ୍ତ ଭଣ୍ଡାର ଓ ଅସ୍ତ୍ରୋପଚାର ସୁବିଧା ଅନେକ ସମୁଦାୟ ସ୍ୱାସ୍ଥ୍ୟ କେନ୍ଦ୍ରରେ ନାହିଁ । ଆମ୍ବୁଲାନ୍ସ ସେବା ଥିଲେ ମଧ୍ୟ ଦୁର୍ଗମ ଅଞ୍ଚଳରେ ତାହା ସମୟରେ ପହଞ୍ଚିପାରୁନାହିଁ । ଅନେକ ଥର ଗର୍ଭବତୀ ମହିଳାଙ୍କୁ ଖଟିଆରେ ବୋହି କିଲୋମିଟର କିଲୋମିଟର ଚାଲି ହସ୍ପିଟାଲ ନିଆଯାଉଥିବା ଦୃଶ୍ୟ ଦେଖିବାକୁ ମିଳେ । ଏହା ଆମ ସ୍ୱାସ୍ଥ୍ୟ ବ୍ୟବସ୍ଥା ପାଇଁ ଲଜ୍ଜାର ବିଷୟ । ଆଶା କର୍ମୀ ଓ ଅଙ୍ଗନୱାଡ଼ି କର୍ମୀମାନେ ଗର୍ଭବତୀଙ୍କ ନିୟମିତ ଯାଞ୍ଚ ଓ ପୁଷ୍ଟିକର ଖାଦ୍ୟ ଯୋଗାଣରେ ଗୁରୁତ୍ୱପୂର୍ଣ୍ଣ ଭୂମିକା ନେଉଛନ୍ତି । କିନ୍ତୁ ସେମାନଙ୍କ ତାଲିମ ଓ ପାରିଶ୍ରମିକ ଉପଯୁକ୍ତ ନୁହେଁ । ସେମାନଙ୍କୁ ଅଧିକ ସଶକ୍ତ କରାଗଲେ ମାତୃମୃତ୍ୟୁ ହାର ଅନେକାଂଶରେ କମିପାରିବ । ପ୍ରସବ ପୂର୍ବରୁ ଅନ୍ତତଃ ଚାରିଥର ସ୍ୱାସ୍ଥ୍ୟ ଯାଞ୍ଚ ଓ ଆଇରନ ଫୋଲିକ୍ ଏସିଡ୍ ବଟିକା ସେବନ ନିଶ୍ଚିତ କରାଯିବା ଦରକାର । — [360, 1757, 740, 1947]
anniversary-title2: ତଳର ଧରିତ୍ରୀ — [1216, 1546, 1341, 1571]
solution-cell: 2 — [1351, 2063, 1364, 2075]
solution-cell: 5 — [1351, 2075, 1364, 2087]
sudoku-cell[interactable] — [1203, 1945, 1234, 1977]
solution-cell: 6 — [1325, 2027, 1338, 2039]
senior-col-1 — [6, 1056, 350, 1638]
poem-line: ଓ ନାରୀ ମାଗିବ କେବୁ — [48, 76, 150, 91]
sudoku-cell[interactable]: 8 — [1422, 1945, 1453, 1977]
sudoku-cell[interactable] — [1328, 1726, 1359, 1757]
main-col-1-para: ଆଜିକାଲି ଆମେ ବଜାରରୁ ଯେଉଁ କ୍ଷୀର କିଣି ଆଣୁଛୁ ତାହା ପ୍ରାୟତଃ ପ୍ରକ୍ରିୟାକୃତ କ୍ଷୀର । ଗାଈ କିମ୍ବା ମଇଁଷିରୁ ଦୁହାଯାଇଥିବା କ୍ଷୀରକୁ ବିଭିନ୍ନ ପ୍ରକ୍ରିୟା ଦେଇ ପ୍ୟାକେଟରେ ଭର୍ତ୍ତି କରାଯାଏ । ଏହି କ୍ଷୀର ବିକ୍ରି କରୁଥିବା କମ୍ପାନୀମାନେ ଦାବି କରନ୍ତି ଯେ ଏହା ସୁରକ୍ଷିତ ଓ ପୁଷ୍ଟିକର । କିନ୍ତୁ ଏହି ଦାବି କେତେ ସତ, ତାହା ବିଚାର କରିବା ଆବଶ୍ୟକ । କ୍ଷୀରକୁ ପାଶ୍ଚରାଇଜ୍ କରିବା ପାଇଁ ଉଚ୍ଚ ତାପମାତ୍ରାରେ ଗରମ କରାଯାଏ, ଯାହା ଫଳରେ ଏଥିରେ ଥିବା ଅନେକ ଉପକାରୀ ଜୀବାଣୁ ଓ ଏନ୍‌ଜାଇମ୍ ନଷ୍ଟ ହୋଇଯାଏ । ହୋମୋଜେନାଇଜେସନ୍ ପ୍ରକ୍ରିୟାରେ କ୍ଷୀରର ଚର୍ବି କଣିକାକୁ ଭାଙ୍ଗି ଛୋଟ କରାଯାଏ, ଯାହା ଦ୍ୱାରା ଚର୍ବି ଉପରେ ଭାସେ ନାହିଁ । ବୈଜ୍ଞାନିକମାନଙ୍କ ମତରେ ଏହି ଛୋଟ ଚର୍ବି କଣିକା ସିଧାସଳଖ ରକ୍ତରେ ମିଶି ହୃଦ୍‌ରୋଗର ଆଶଙ୍କା ବଢ଼ାଇପାରେ । ଅନେକ ଗବେଷଣାରୁ ଜଣାପଡ଼ିଛି ଯେ ଯେଉଁ ଦେଶରେ ହୋମୋଜେନାଇଜ୍ଡ କ୍ଷୀରର ବ୍ୟବହାର ଅଧିକ, ସେଠାରେ ହୃଦ୍‌ରୋଗୀଙ୍କ ସଂଖ୍ୟା ମଧ୍ୟ ଅଧିକ । ଆମେରିକା, ଫିନ୍‌ଲାଣ୍ଡ ଓ ବ୍ରିଟେନ ଭଳି ଦେଶରେ ଏହି ସମ୍ପର୍କ ଲକ୍ଷ୍ୟ କରାଯାଇଛି । — [352, 167, 588, 485]
sudoku-row — [1203, 1851, 1485, 1883]
solution-cell: 9 — [1377, 2123, 1390, 2135]
solution-cell: 6 — [1429, 2063, 1442, 2075]
solution-cell: 3 — [1325, 2063, 1338, 2075]
senior-col-3 — [750, 1152, 1146, 1382]
solution-cell: 9 — [1416, 2063, 1429, 2075]
sudoku-cell[interactable]: 1 — [1390, 1695, 1422, 1726]
solution-cell: 9 — [1364, 2027, 1377, 2039]
sudoku-footer: ଅଙ୍କ ଗଣିତ ଦେଇ ଏକ ଦିନରେ ଶେଷ କରିବାକୁ ଚେଷ୍ଟା କରନ୍ତୁ । ପରଦିନ ସମାଧାନ ପ୍ରକାଶିତ ହେବ । — [1164, 2197, 1494, 2227]
senior-col-2b-para: ସମାଜରେ ବୃଦ୍ଧଙ୍କ ଅଭିଜ୍ଞତା ଓ ଜ୍ଞାନକୁ ଉପଯୋଗ କରିବାର ଉପାୟ ଖୋଜାଯିବା ଆବଶ୍ୟକ । ଅବସରପ୍ରାପ୍ତ ଶିକ୍ଷକ, ଡାକ୍ତର ଓ ଇଞ୍ଜିନିୟରମାନେ ସମାଜସେବାରେ ବହୁତ ଅବଦାନ ଦେଇପାରନ୍ତି । ସେମାନଙ୍କୁ ସକ୍ରିୟ ରଖିଲେ ସେମାନଙ୍କ ମାନସିକ ସ୍ୱାସ୍ଥ୍ୟ ମଧ୍ୟ ଭଲ ରହିବ । ପ୍ରତ୍ୟେକ ଗ୍ରାମ ଓ ୱାର୍ଡରେ ବରିଷ୍ଠ ନାଗରିକ ମଞ୍ଚ ଗଠନ କରାଯାଇପାରେ । ସେଠାରେ ସେମାନେ ପରସ୍ପର ସହ ମିଶି ସମୟ ବିତାଇପାରିବେ । — [360, 1471, 740, 1549]
sudoku-grid[interactable] — [1202, 1694, 1485, 1977]
anniversary-title1: ପଚିଶ ବର୍ଷ — [1236, 1518, 1316, 1542]
sudoku-cell[interactable]: 8 — [1265, 1695, 1297, 1726]
solution-row — [1325, 2039, 1442, 2051]
solution-cell: 4 — [1403, 2123, 1416, 2135]
solution-cell: 1 — [1416, 2099, 1429, 2111]
main-col-2-para: କ୍ଷୀରରେ ମିଶାଯାଉଥିବା ଭିଟାମିନ୍ ମଧ୍ୟ ପ୍ରାକୃତିକ ନୁହେଁ, ସେଗୁଡ଼ିକ କୃତ୍ରିମ ଉପାୟରେ ପ୍ରସ୍ତୁତ । ପାଶ୍ଚରାଇଜେସନ୍ ସମୟରେ ନଷ୍ଟ ହୋଇଯାଇଥିବା ଭିଟାମିନ୍ ପୂରଣ କରିବା ପାଇଁ ଏଗୁଡ଼ିକ ମିଶାଯାଏ । କିନ୍ତୁ ଶରୀର ଏହି କୃତ୍ରିମ ଭିଟାମିନ୍‌କୁ ସେପରି ଗ୍ରହଣ କରିପାରେ ନାହିଁ । ପ୍ୟାକେଟ୍ କ୍ଷୀରକୁ ଅଧିକ ଦିନ ସତେଜ ରଖିବା ପାଇଁ କେତେକ ରାସାୟନିକ ପଦାର୍ଥ ମଧ୍ୟ ବ୍ୟବହାର କରାଯାଏ ବୋଲି ଅଭିଯୋଗ ହେଉଛି । ଦେଶର ବିଭିନ୍ନ ସ୍ଥାନରୁ ସଂଗୃହୀତ କ୍ଷୀର ନମୁନା ପରୀକ୍ଷାରୁ ଡିଟରଜେଣ୍ଟ, ୟୁରିଆ ଓ ଷ୍ଟାର୍ଚ୍ଚ ଭଳି ଅପମିଶ୍ରଣ ଧରାପଡ଼ିଛି । ଭାରତୀୟ ଖାଦ୍ୟ ସୁରକ୍ଷା ଓ ମାନକ ପ୍ରାଧିକରଣର ଏକ ସର୍ଭେ ଅନୁଯାୟୀ ବହୁ ନମୁନା ମାନକ ଅନୁରୂପ ନଥିଲା । ଏହା ଆମ ସ୍ୱାସ୍ଥ୍ୟ ପାଇଁ ଗୁରୁତର ବିପଦ ସୃଷ୍ଟି କରୁଛି । ସରକାର ଏ ଦିଗରେ କଡ଼ା ନଜର ରଖିବା ଆବଶ୍ୟକ । — [598, 167, 858, 373]
solution-cell: 7 — [1390, 2063, 1403, 2075]
sudoku-grid-wrap — [1200, 1692, 1490, 1982]
senior-phone: ମୋ-୯୯୩୭୪୬୬୬୬୧୫ — [1052, 1620, 1146, 1633]
solution-cell: 8 — [1377, 2051, 1390, 2063]
district-name: କଳାହାଣ୍ଡି — [16, 302, 188, 353]
solution-cell: 2 — [1429, 2087, 1442, 2099]
solution-cell: 9 — [1403, 2111, 1416, 2123]
solution-cell: 1 — [1403, 2075, 1416, 2087]
sudoku-cell[interactable] — [1390, 1945, 1422, 1977]
sudoku-cell[interactable] — [1296, 1914, 1328, 1945]
senior-col-2b — [360, 1470, 740, 1638]
footer-rule — [6, 2290, 1494, 2291]
sudoku-cell[interactable] — [1422, 1757, 1453, 1789]
letter-title: ସାରା ଜଗତ ପ୍ରଭୁଙ୍କ ଧାମ — [1230, 1174, 1428, 1196]
columnist-box — [598, 370, 858, 454]
solution-cell: 4 — [1416, 2111, 1429, 2123]
mothers-col-1 — [6, 1684, 350, 2282]
sudoku-cell[interactable]: 9 — [1453, 1757, 1485, 1789]
solution-cell: 3 — [1364, 2087, 1377, 2099]
contact-email[interactable]: :miku11@yahoo.com(Use only for advertisements, commercial queries) — [1189, 1472, 1469, 1500]
sudoku-cell[interactable] — [1359, 1726, 1391, 1757]
solution-cell: 2 — [1416, 2075, 1429, 2087]
sudoku-cell[interactable] — [1203, 1882, 1234, 1914]
dropcap: ଉ — [6, 1056, 43, 1107]
sudoku-cell[interactable] — [1265, 1757, 1297, 1789]
main-email: ଇମେଲ: gandhim@nic.in — [979, 1028, 1108, 1041]
solution-cell: 6 — [1377, 2111, 1390, 2123]
sudoku-cell[interactable] — [1453, 1945, 1485, 1977]
cmyk-dots — [702, 2312, 782, 2326]
sudoku-cell[interactable] — [1296, 1726, 1328, 1757]
solution-cell: 2 — [1364, 2039, 1377, 2051]
sudoku-cell[interactable]: 6 — [1390, 1788, 1422, 1820]
solution-cell: 2 — [1429, 2051, 1442, 2063]
sudoku-cell[interactable] — [1203, 1695, 1234, 1726]
letter-salutation: ମହାଶୟ, — [1164, 703, 1204, 717]
solution-row — [1325, 2051, 1442, 2063]
sudoku-cell[interactable]: 6 — [1422, 1726, 1453, 1757]
main-col-1b-para: ଏହାଛଡ଼ା ବଡ଼ ବଡ଼ ଡେରି ଫାର୍ମରେ ଗାଈମାନଙ୍କୁ ଅଧିକ କ୍ଷୀର ଦେବା ପାଇଁ ହରମୋନ୍ ଇଞ୍ଜେକ୍ସନ ଦିଆଯାଏ । ଏହି ହରମୋନ୍ କ୍ଷୀର ମାଧ୍ୟମରେ ମଣିଷ ଶରୀରରେ ପ୍ରବେଶ କରେ । ଗାଈମାନଙ୍କୁ ରୋଗରୁ ରକ୍ଷା କରିବା ପାଇଁ ଆଣ୍ଟିବାୟୋଟିକ୍ ମଧ୍ୟ ଦିଆଯାଏ, ଯାହାର ଅବଶେଷ କ୍ଷୀରରେ ରହିଯାଏ । ଏହି ଅବଶେଷ ଦୀର୍ଘ ସମୟ ଧରି ଶରୀରରେ ଗଲେ ଜୀବାଣୁମାନେ ଔଷଧ ପ୍ରତି ପ୍ରତିରୋଧକ୍ଷମ ହୋଇଯାଆନ୍ତି । ଶିଶୁମାନଙ୍କ ପାଇଁ ଏହା ଆହୁରି ବିପଜ୍ଜନକ । ଅନେକ ପିଲା କ୍ଷୀର ପିଇବା ପରେ ପେଟ ଯନ୍ତ୍ରଣା, ଆଲର୍ଜି ଓ ଚର୍ମରୋଗରେ ପୀଡ଼ିତ ହେଉଛନ୍ତି । — [352, 490, 588, 664]
sudoku-cell[interactable]: 3 — [1359, 1695, 1391, 1726]
letter-title: ଡାଲି ଉପରୁ ଭାଟ୍ ଉଠୁ — [1248, 924, 1410, 946]
sudoku-row — [1203, 1695, 1485, 1726]
eshraddhaa-text: ଜୀବନର କୌଣସି ଏକ ଖୁସି ମୁହୂର୍ତ୍ତରେ ମନ ଇଚ୍ଛା ଆମମାନେ ନିଖାରଥିବା ଅପଯଶ ଭଲରେଶ୍ୱ ଓଡ଼ ସମସ୍ୟାଗୁଡ଼ିକ ଅଧିକ ଆବଶ୍ୟକତା କହିଥାନ୍ତି । ସେହିଭଳି ଏ ଜୀବନ ଦେଖିବାର ଅନେକ ପ୍ରଶ୍ନ ରହିଛି । କେତେକ ବିବାହ ସମୟରେ ପରିବାରର ପରିବେଶ ଏକ କେବଳ ସଂଯୋଗ ନୁହେଁ, ଏହା ଏକ ନୂଆ ଜୀବନର ଆରମ୍ଭ । ପରିବାର ଓ ସମାଜର ସମ୍ପର୍କ ଏଠାରେ ବହୁତ ଗୁରୁତ୍ୱପୂର୍ଣ୍ଣ ହୋଇଥାଏ । ବିବାହ କାର୍ଯ୍ୟକ୍ରମରେ ଖର୍ଚ୍ଚ ଓ ଆଡ଼ମ୍ବର ନିୟନ୍ତ୍ରଣ କରିବା ଆବଶ୍ୟକ । ଏହି କାର୍ଯ୍ୟକ୍ରମରେ ବରପକ୍ଷ ଓ କନ୍ୟାପକ୍ଷ ଉଭୟଙ୍କର ଦାୟିତ୍ୱ ରହିଛି । ସମାଜରେ ଅନେକ ଅପବ୍ୟୟ ଦେଖାଯାଉଛି ଯାହା ସାଧାରଣ ପରିବାର ପାଇଁ ବୋଝ ହୋଇଯାଏ । ସରଳ ବିବାହ ଓ ସାମୂହିକ ବିବାହର ପରମ୍ପରା ଆଜି ଅଧିକ ପ୍ରାସଙ୍ଗିକ । ଏହା ମାଧ୍ୟମରେ ସମାଜରେ ସମାନତା ଓ ସଦ୍ଭାବ ବଢ଼ିପାରିବ । ଯୁବପିଢ଼ି ଏ ଦିଗରେ ଆଗେଇ ଆସିବା ଜରୁରୀ । ସାମୂହିକ ବିବାହର ମାଧ୍ୟମରେ ଗରିବ ପରିବାରର କନ୍ୟାମାନଙ୍କ ବିବାହ ସମ୍ମାନର ସହ ସମ୍ପନ୍ନ ହୋଇପାରେ । ଏଥିପାଇଁ ସ୍ୱେଚ୍ଛାସେବୀ ସଂଗଠନ ଓ ସରକାରଙ୍କ ସହଯୋଗ ଦରକାର । ଏହିପରି ଉଦ୍ୟମ ଦ୍ୱାରା ଯୌତୁକ ପ୍ରଥା ଭଳି ସାମାଜିକ ବ୍ୟାଧି ଦୂର ହୋଇପାରିବ ବୋଲି ଆଶା କରାଯାଏ । — [1164, 63, 1494, 301]
sudoku-row — [1203, 1914, 1485, 1945]
solution-row — [1325, 2075, 1442, 2087]
letters-header — [1164, 628, 1494, 668]
sudoku-cell[interactable] — [1234, 1851, 1265, 1883]
temple-icon — [206, 260, 334, 360]
sudoku-cell[interactable] — [1265, 1945, 1297, 1977]
sudoku-cell[interactable] — [1234, 1914, 1265, 1945]
sudoku-cell[interactable]: 5 — [1234, 1820, 1265, 1851]
wheel-icon — [1029, 15, 1077, 63]
main-col-2 — [598, 166, 858, 373]
solution-cell: 4 — [1390, 2039, 1403, 2051]
sudoku-header — [1164, 1634, 1494, 1682]
contact-line: କେବଳ ପୋଷ୍ଟକାର୍ଡ ବା ଇନ୍‌ଲାଣ୍ଡ ଲେଟରରେ ଲେଖା ପଠାନ୍ତୁ — [1199, 1397, 1459, 1410]
sudoku-row — [1203, 1726, 1485, 1757]
solution-cell: 4 — [1390, 2099, 1403, 2111]
solution-cell: 5 — [1429, 2099, 1442, 2111]
sudoku-cell[interactable] — [1328, 1757, 1359, 1789]
top-quote-box — [352, 6, 1092, 74]
solution-cell: 3 — [1377, 2099, 1390, 2111]
